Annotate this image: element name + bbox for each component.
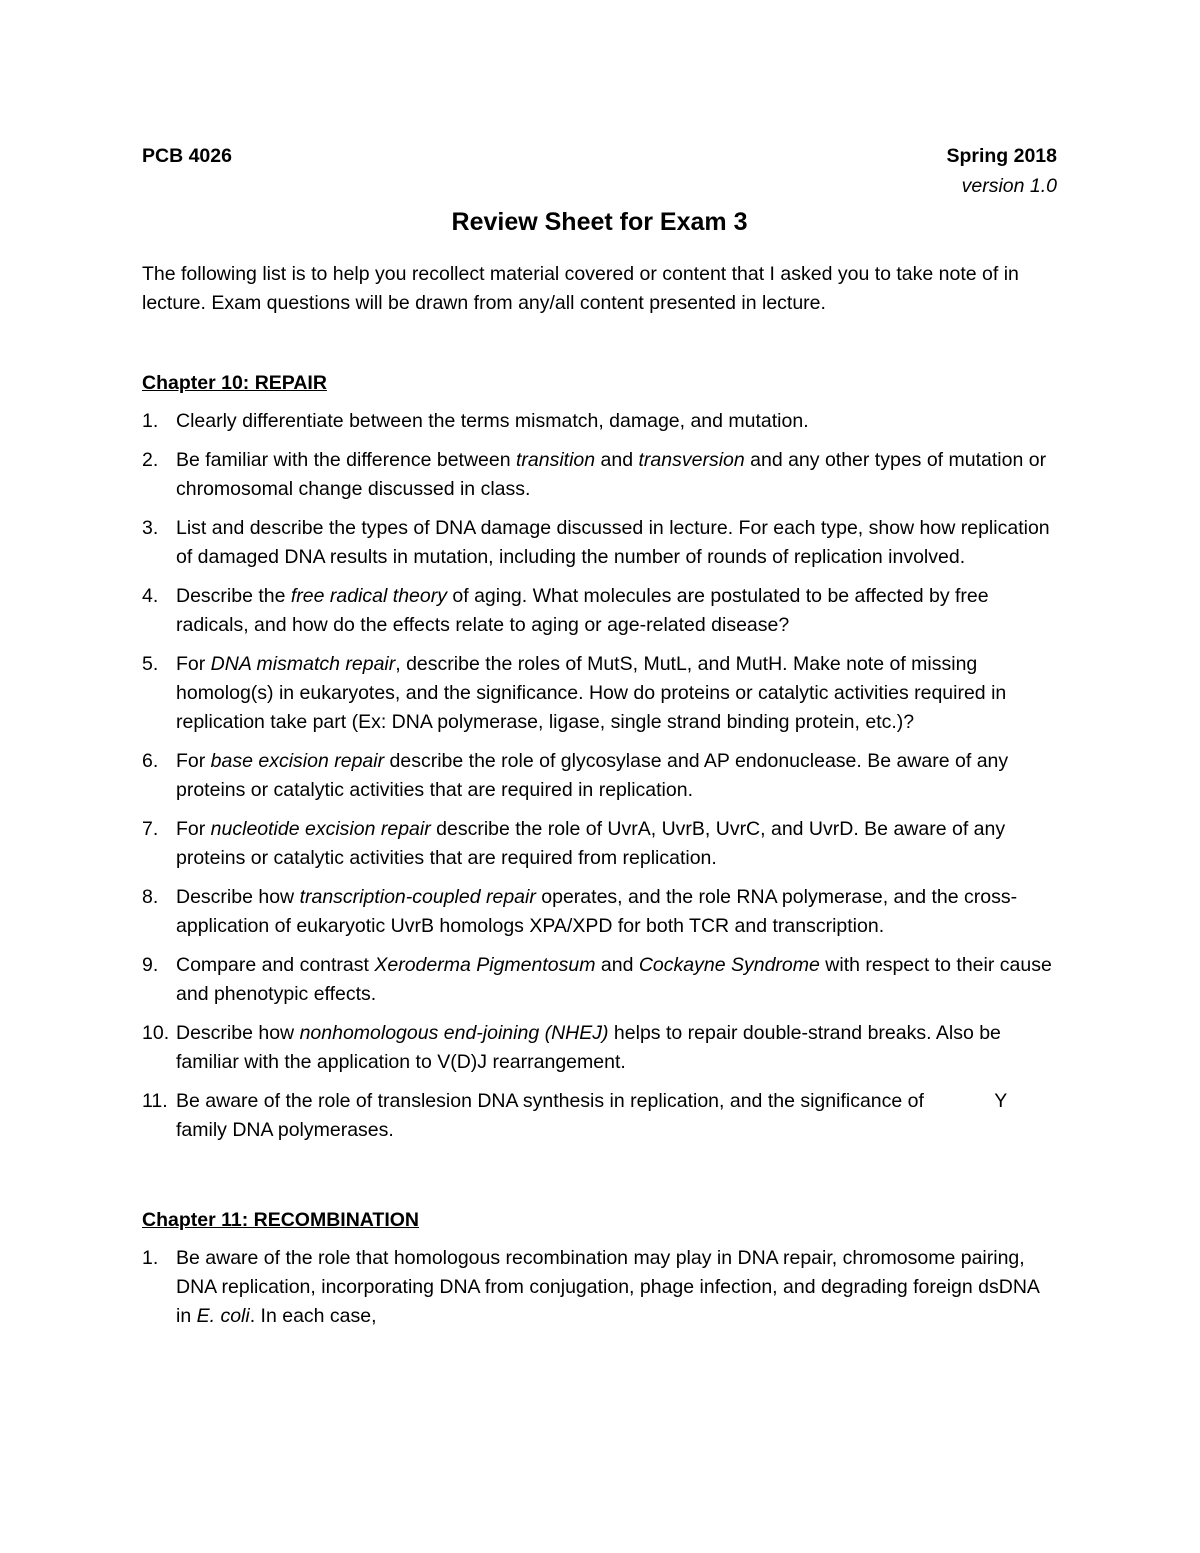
item-number: 9. [142,954,159,976]
item-text: Describe how nonhomologous end-joining (NHEJ) helps to repair double-strand breaks. Also be familiar with the application to V(D)J rearrangement. [176,1022,1001,1073]
chapter-11-heading: Chapter 11: RECOMBINATION [142,1209,419,1231]
list-item [142,951,1057,1009]
item-text: For base excision repair describe the role of glycosylase and AP endonuclease. Be aware of any proteins or catalytic activities that are required in replication. [176,750,1009,801]
item-number: 4. [142,585,159,607]
chapter-10-heading: Chapter 10: REPAIR [142,372,327,394]
item-text: List and describe the types of DNA damage discussed in lecture. For each type, show how replication of damaged DNA results in mutation, including the number of rounds of replication involved. [176,517,1050,568]
item-text: For nucleotide excision repair describe the role of UvrA, UvrB, UvrC, and UvrD. Be aware of any proteins or catalytic activities that are required from replication. [176,818,1006,869]
list-item [142,514,1057,572]
list-item [142,1019,1057,1077]
item-number: 3. [142,517,159,539]
document-page [142,140,1057,1341]
list-item [142,407,1057,436]
chapter-10-list [142,407,1057,1145]
intro-paragraph: The following list is to help you recollect material covered or content that I asked you to take note of in lecture. Exam questions will be drawn from any/all content presented in lecture. [142,263,1019,314]
term: Spring 2018 [946,145,1057,167]
list-item [142,883,1057,941]
item-text: Be familiar with the difference between transition and transversion and any other types of mutation or chromosomal change discussed in class. [176,449,1047,500]
course-code: PCB 4026 [142,145,232,167]
item-number: 7. [142,818,159,840]
page-title: Review Sheet for Exam 3 [451,208,748,236]
list-item [142,446,1057,504]
item-text: Be aware of the role that homologous recombination may play in DNA repair, chromosome pairing, DNA replication, incorporating DNA from conjugation, phage infection, and degrading foreign dsDNA in E. coli. In each case, [176,1247,1039,1327]
list-item [142,650,1057,737]
item-number: 10. [142,1022,170,1044]
item-text: Compare and contrast Xeroderma Pigmentosum and Cockayne Syndrome with respect to their cause and phenotypic effects. [176,954,1052,1005]
item-text: Clearly differentiate between the terms mismatch, damage, and mutation. [176,410,809,432]
item-text: For DNA mismatch repair, describe the roles of MutS, MutL, and MutH. Make note of missing homolog(s) in eukaryotes, and the significance. How do proteins or catalytic activities required in replication take part (Ex: DNA polymerase, ligase, single strand binding protein, etc.)? [176,653,1007,733]
item-number: 5. [142,653,159,675]
list-item [142,815,1057,873]
item-number: 2. [142,449,159,471]
item-text: Describe how transcription-coupled repair operates, and the role RNA polymerase, and the cross-application of eukaryotic UvrB homologs XPA/XPD for both TCR and transcription. [176,886,1018,937]
list-item [142,747,1057,805]
list-item [142,1087,1057,1145]
item-number: 1. [142,410,159,432]
item-number: 11. [142,1090,168,1112]
chapter-11-list [142,1244,1057,1331]
list-item [142,1244,1057,1331]
item-number: 6. [142,750,159,772]
item-text: Describe the free radical theory of aging. What molecules are postulated to be affected by free radicals, and how do the effects relate to aging or age-related disease? [176,585,989,636]
header-row [142,140,1057,172]
list-item [142,582,1057,640]
item-text: Be aware of the role of translesion DNA synthesis in replication, and the significance of Y family DNA polymerases. [176,1090,1008,1141]
item-number: 1. [142,1247,159,1269]
item-number: 8. [142,886,159,908]
version-label: version 1.0 [961,175,1057,197]
